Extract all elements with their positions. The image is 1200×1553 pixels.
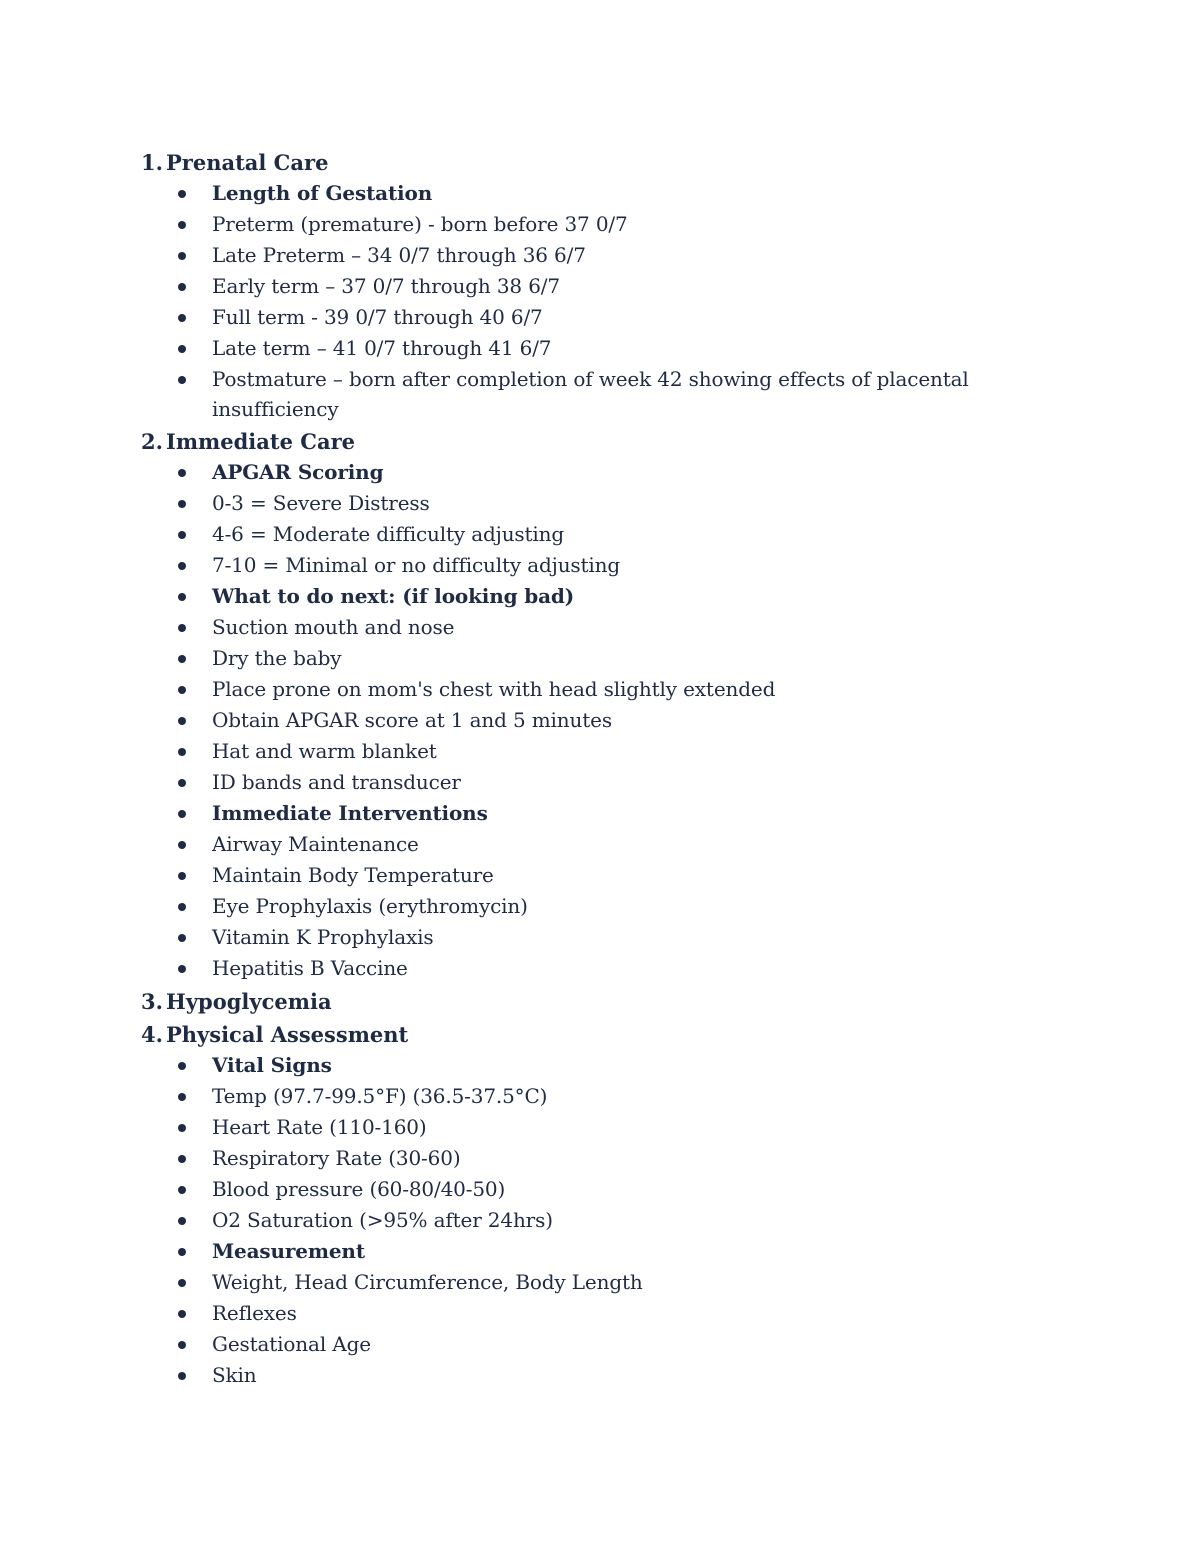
- bullet-icon: [178, 1279, 186, 1287]
- list-item: [141, 1267, 1041, 1298]
- list-item: [141, 550, 1041, 581]
- bullet-icon: [178, 531, 186, 539]
- list-item-text: 4-6 = Moderate difficulty adjusting: [212, 522, 565, 546]
- list-item: [141, 612, 1041, 643]
- list-item: [141, 302, 1041, 333]
- list-item-text: Place prone on mom's chest with head slightly extended: [212, 677, 776, 701]
- bullet-icon: [178, 593, 186, 601]
- section-4: [141, 1019, 1041, 1391]
- list-item-text: O2 Saturation (>95% after 24hrs): [212, 1208, 553, 1232]
- list-item: [141, 705, 1041, 736]
- list-item: [141, 1360, 1041, 1391]
- list-item-text: Eye Prophylaxis (erythromycin): [212, 894, 528, 918]
- list-item: [141, 767, 1041, 798]
- bullet-icon: [178, 1248, 186, 1256]
- bullet-icon: [178, 686, 186, 694]
- list-item: [141, 643, 1041, 674]
- section-3: [141, 986, 1041, 1017]
- list-item-text: Late Preterm – 34 0/7 through 36 6/7: [212, 243, 586, 267]
- list-item: [141, 736, 1041, 767]
- section-1: [141, 147, 1041, 424]
- list-item-text: Early term – 37 0/7 through 38 6/7: [212, 274, 560, 298]
- subheading-item: [141, 178, 1041, 209]
- list-item-text: Preterm (premature) - born before 37 0/7: [212, 212, 628, 236]
- bullet-icon: [178, 283, 186, 291]
- subheading-item: [141, 581, 1041, 612]
- section-2: [141, 426, 1041, 984]
- list-item-text: Length of Gestation: [212, 181, 433, 205]
- bullet-list: [141, 457, 1041, 984]
- bullet-icon: [178, 903, 186, 911]
- list-item: [141, 1329, 1041, 1360]
- bullet-icon: [178, 1310, 186, 1318]
- bullet-icon: [178, 376, 186, 384]
- list-item: [141, 891, 1041, 922]
- bullet-icon: [178, 500, 186, 508]
- list-item-text: Hat and warm blanket: [212, 739, 437, 763]
- list-item-text: Immediate Interventions: [212, 801, 488, 825]
- list-item: [141, 953, 1041, 984]
- bullet-icon: [178, 562, 186, 570]
- list-item: [141, 240, 1041, 271]
- subheading-item: [141, 1236, 1041, 1267]
- list-item-text: ID bands and transducer: [212, 770, 461, 794]
- list-item-text: Weight, Head Circumference, Body Length: [212, 1270, 643, 1294]
- section-title: Physical Assessment: [166, 1022, 409, 1047]
- bullet-icon: [178, 1372, 186, 1380]
- list-item-text: Maintain Body Temperature: [212, 863, 494, 887]
- list-item-text: Airway Maintenance: [212, 832, 419, 856]
- bullet-icon: [178, 469, 186, 477]
- list-item-text: Postmature – born after completion of week 42 showing effects of placental insufficiency: [212, 367, 969, 421]
- list-item-text: Suction mouth and nose: [212, 615, 455, 639]
- bullet-icon: [178, 655, 186, 663]
- list-item-text: 0-3 = Severe Distress: [212, 491, 430, 515]
- subheading-item: [141, 457, 1041, 488]
- list-item: [141, 1112, 1041, 1143]
- list-item-text: Skin: [212, 1363, 257, 1387]
- bullet-icon: [178, 1217, 186, 1225]
- list-item-text: Late term – 41 0/7 through 41 6/7: [212, 336, 552, 360]
- section-title: Prenatal Care: [166, 150, 329, 175]
- bullet-icon: [178, 841, 186, 849]
- list-item: [141, 674, 1041, 705]
- bullet-icon: [178, 717, 186, 725]
- bullet-icon: [178, 1124, 186, 1132]
- bullet-icon: [178, 934, 186, 942]
- bullet-list: [141, 1050, 1041, 1391]
- bullet-icon: [178, 252, 186, 260]
- section-number: 4.: [141, 1022, 163, 1047]
- list-item-text: Full term - 39 0/7 through 40 6/7: [212, 305, 543, 329]
- bullet-icon: [178, 190, 186, 198]
- list-item-text: Vital Signs: [212, 1053, 332, 1077]
- list-item: [141, 829, 1041, 860]
- section-heading: [141, 1019, 1041, 1050]
- bullet-icon: [178, 624, 186, 632]
- bullet-icon: [178, 810, 186, 818]
- list-item-text: Reflexes: [212, 1301, 297, 1325]
- list-item-text: Heart Rate (110-160): [212, 1115, 427, 1139]
- list-item: [141, 1143, 1041, 1174]
- list-item: [141, 1298, 1041, 1329]
- list-item-text: Obtain APGAR score at 1 and 5 minutes: [212, 708, 612, 732]
- list-item-text: Gestational Age: [212, 1332, 371, 1356]
- list-item-text: Dry the baby: [212, 646, 342, 670]
- bullet-icon: [178, 965, 186, 973]
- bullet-icon: [178, 345, 186, 353]
- list-item: [141, 1081, 1041, 1112]
- list-item-text: Temp (97.7-99.5°F) (36.5-37.5°C): [212, 1084, 548, 1108]
- bullet-icon: [178, 872, 186, 880]
- section-number: 3.: [141, 989, 163, 1014]
- section-title: Immediate Care: [166, 429, 356, 454]
- section-heading: [141, 147, 1041, 178]
- list-item: [141, 1205, 1041, 1236]
- list-item-text: What to do next: (if looking bad): [212, 584, 575, 608]
- list-item: [141, 519, 1041, 550]
- list-item-text: Measurement: [212, 1239, 365, 1263]
- list-item-text: Vitamin K Prophylaxis: [212, 925, 434, 949]
- subheading-item: [141, 798, 1041, 829]
- bullet-icon: [178, 1341, 186, 1349]
- bullet-icon: [178, 314, 186, 322]
- section-heading: [141, 986, 1041, 1017]
- bullet-icon: [178, 1186, 186, 1194]
- bullet-icon: [178, 221, 186, 229]
- bullet-icon: [178, 1062, 186, 1070]
- list-item: [141, 860, 1041, 891]
- list-item: [141, 488, 1041, 519]
- list-item-text: 7-10 = Minimal or no difficulty adjusting: [212, 553, 621, 577]
- list-item: [141, 1174, 1041, 1205]
- bullet-list: [141, 178, 1041, 424]
- bullet-icon: [178, 779, 186, 787]
- bullet-icon: [178, 1155, 186, 1163]
- subheading-item: [141, 1050, 1041, 1081]
- list-item: [141, 922, 1041, 953]
- notes-content: [141, 145, 1041, 1391]
- list-item-text: Hepatitis B Vaccine: [212, 956, 408, 980]
- list-item: [141, 364, 1041, 424]
- list-item-text: APGAR Scoring: [212, 460, 384, 484]
- section-number: 2.: [141, 429, 163, 454]
- section-number: 1.: [141, 150, 163, 175]
- list-item: [141, 209, 1041, 240]
- list-item: [141, 333, 1041, 364]
- section-title: Hypoglycemia: [166, 989, 332, 1014]
- list-item-text: Blood pressure (60-80/40-50): [212, 1177, 506, 1201]
- section-heading: [141, 426, 1041, 457]
- list-item-text: Respiratory Rate (30-60): [212, 1146, 461, 1170]
- list-item: [141, 271, 1041, 302]
- bullet-icon: [178, 1093, 186, 1101]
- bullet-icon: [178, 748, 186, 756]
